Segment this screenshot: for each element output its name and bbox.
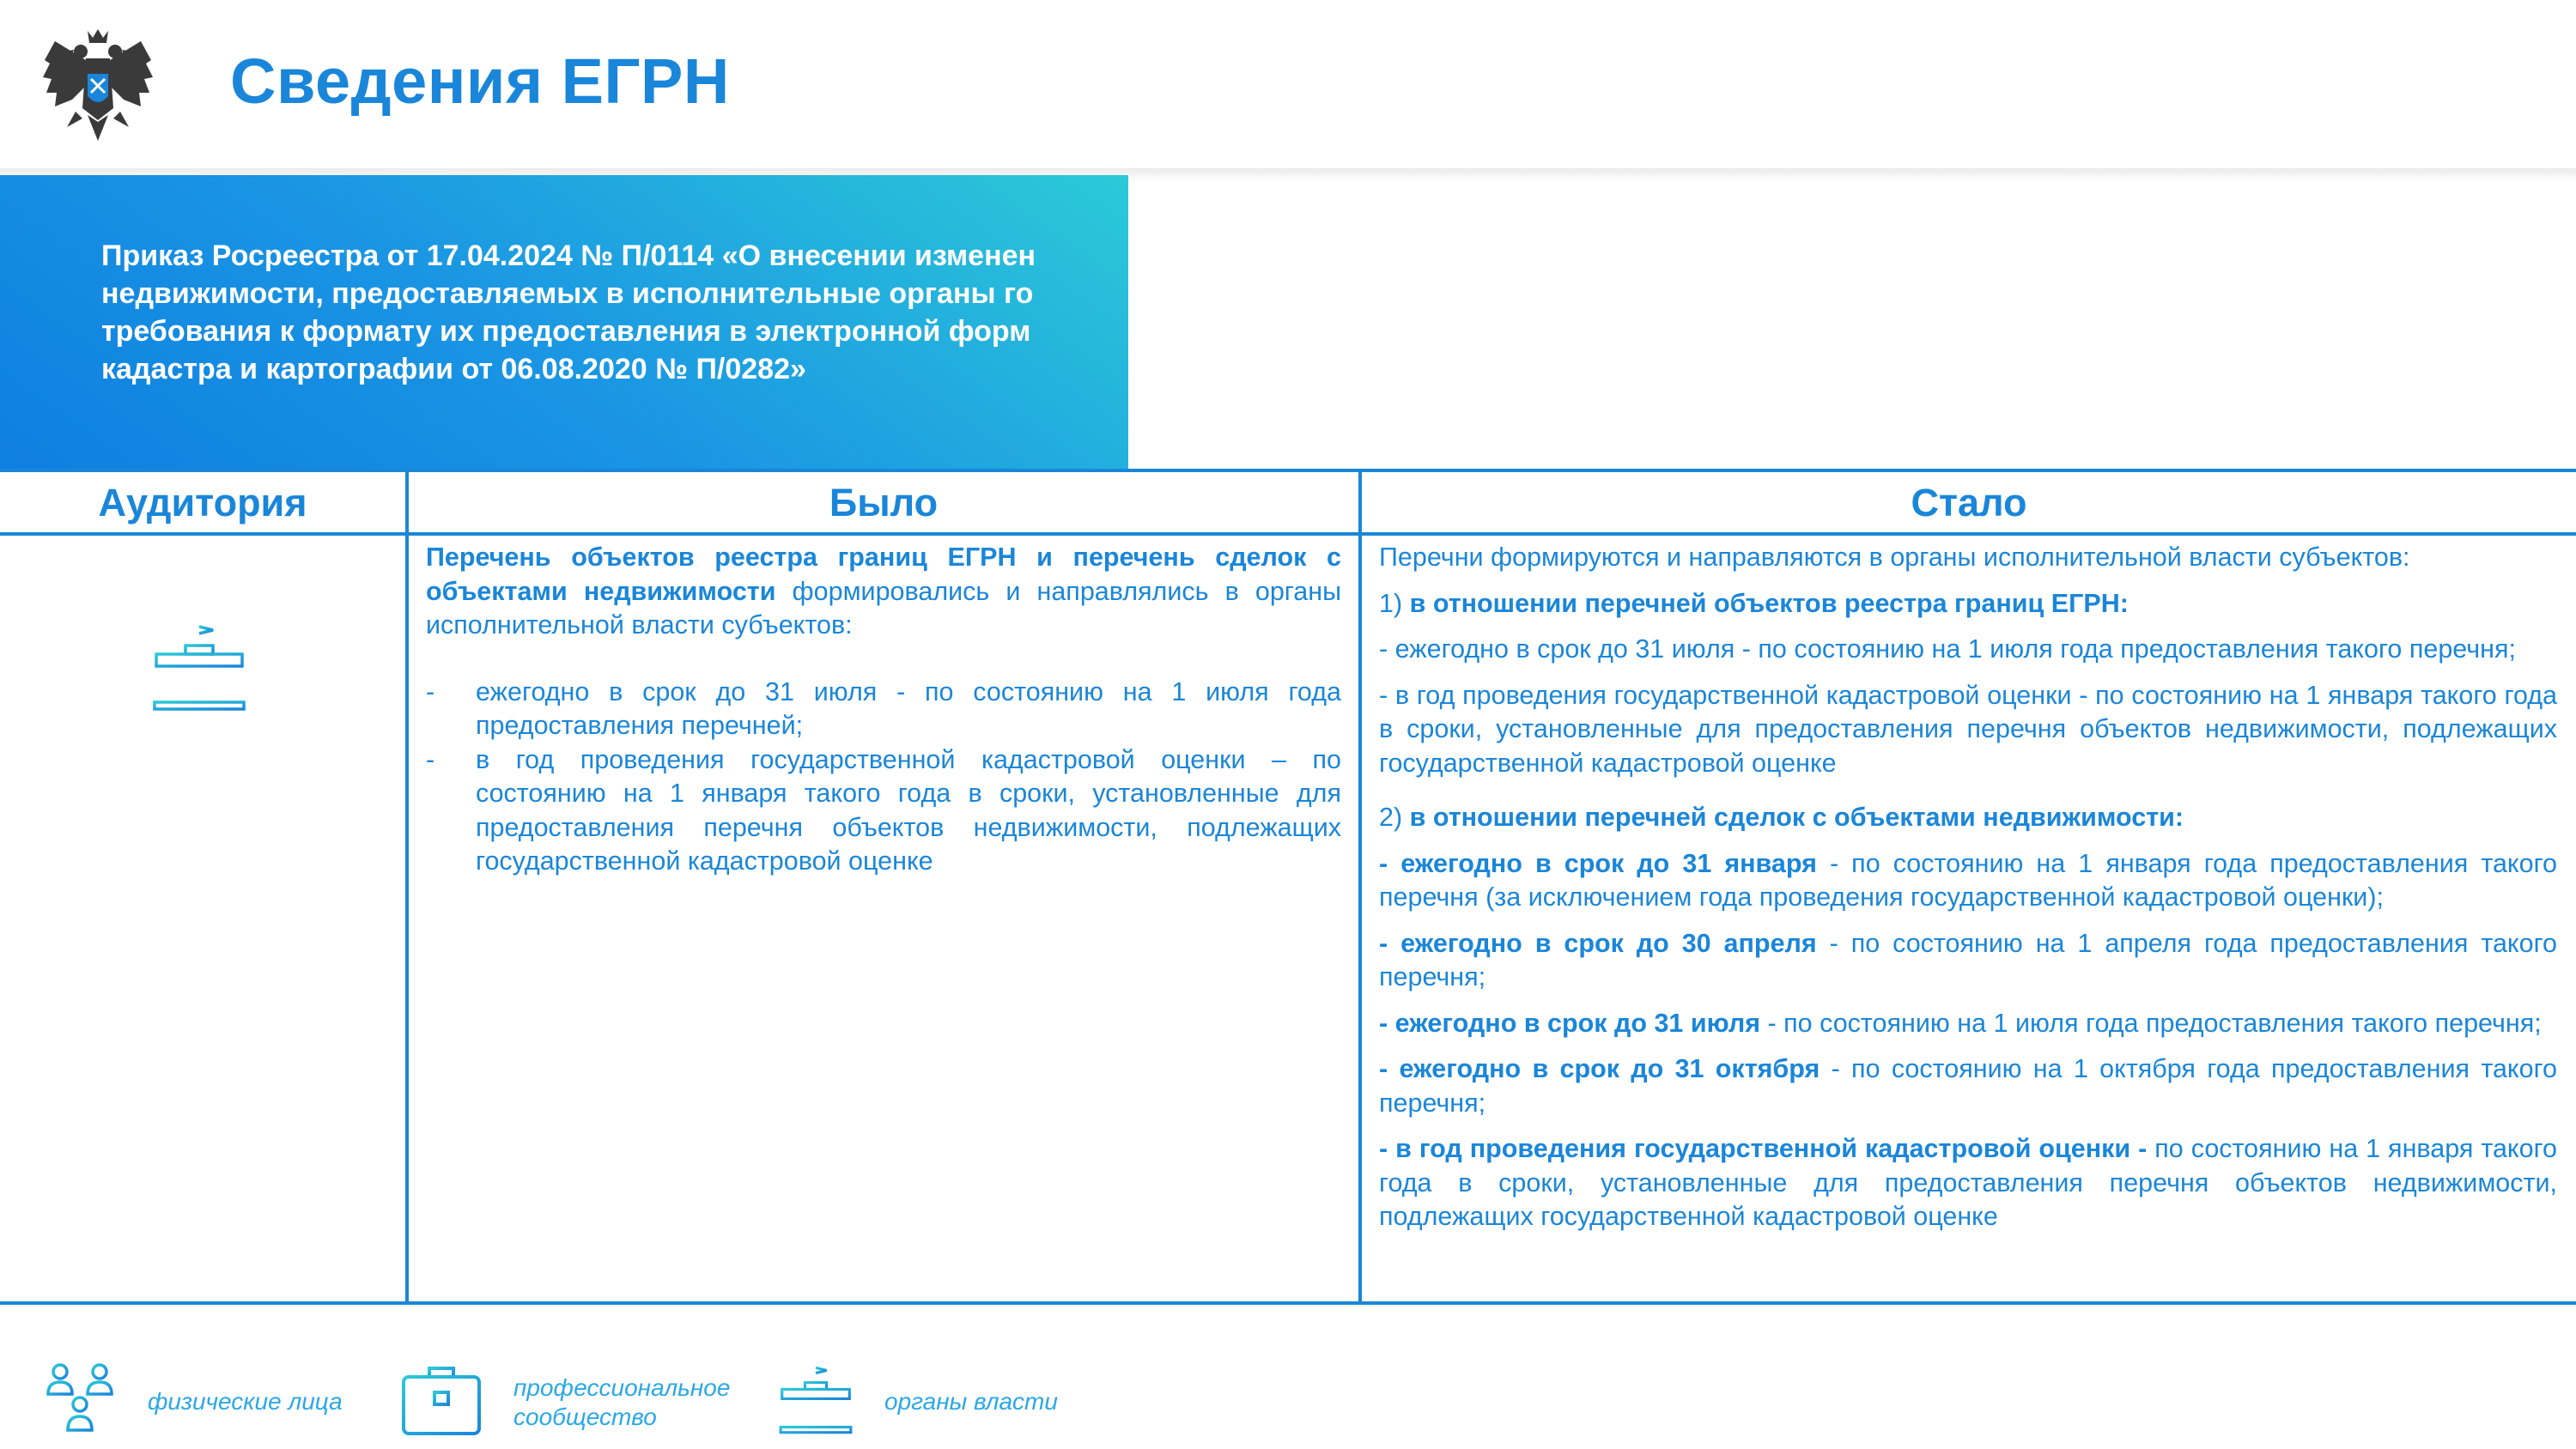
order-banner	[0, 175, 1128, 469]
dash-marker: -	[426, 744, 435, 774]
after-section-2-title	[1379, 801, 2557, 835]
legend-label-authorities: органы власти	[884, 1388, 1058, 1415]
government-building-icon	[778, 1363, 854, 1437]
legend-label-individuals: физические лица	[148, 1388, 343, 1415]
deadline-bold: - ежегодно в срок до 31 июля	[1379, 1008, 1761, 1038]
list-item: - ежегодно в срок до 31 июля - по состоянию на 1 июля года предоставления такого перечня;	[1379, 634, 2516, 664]
list-item	[1379, 1132, 2557, 1234]
banner-line: требования к формату их предоставления в электронной форм	[101, 315, 1031, 348]
list-item	[426, 676, 1341, 743]
section-number: 2)	[1379, 803, 1410, 832]
after-cell	[1379, 541, 2557, 1234]
deadline-text: - по состоянию на 1 апреля года предоставления такого перечня;	[1379, 928, 2557, 991]
deadline-text: - по состоянию на 1 октября года предоставления такого перечня;	[1379, 1054, 2557, 1118]
header-before: Было	[829, 481, 939, 524]
section-title: в отношении перечней объектов реестра границ ЕГРН:	[1409, 588, 2129, 618]
legend-professionals	[400, 1365, 483, 1437]
list-item-text: в год проведения государственной кадастровой оценки – по состоянию на 1 января такого года в сроки, установленные для предоставления перечня объектов недвижимости, подлежащих государственной кадастровой оценке	[476, 744, 1341, 876]
legend-authorities	[778, 1363, 854, 1437]
people-icon	[45, 1361, 115, 1435]
legend-individuals	[45, 1361, 115, 1435]
column-divider	[405, 469, 409, 1303]
before-intro-bold: Перечень объектов реестра границ ЕГРН и перечень сделок с объектами недвижимости	[426, 543, 1341, 606]
after-intro: Перечни формируются и направляются в органы исполнительной власти субъектов:	[1379, 543, 2410, 572]
briefcase-icon	[400, 1365, 483, 1437]
column-divider	[1358, 469, 1362, 1303]
legend-label-professionals: профессиональное сообщество	[513, 1374, 731, 1430]
deadline-text: по состоянию на 1 января такого года в сроки, установленные для предоставления перечня объектов недвижимости, подлежащих государственной кадастровой оценке	[1379, 1134, 2557, 1231]
banner-line: Приказ Росреестра от 17.04.2024 № П/0114 «О внесении изменен	[101, 239, 1036, 272]
list-item	[1379, 1052, 2557, 1120]
list-item	[1379, 927, 2557, 995]
comparison-table	[0, 469, 2576, 1305]
deadline-bold: - ежегодно в срок до 31 октября	[1379, 1054, 1820, 1083]
list-item: - в год проведения государственной кадастровой оценки - по состоянию на 1 января такого года в сроки, установленные для предоставления перечня объектов недвижимости, подлежащих государственной кадастровой оценке	[1379, 680, 2557, 778]
list-item-text: ежегодно в срок до 31 июля - по состоянию на 1 июля года предоставления перечней;	[476, 676, 1341, 740]
dash-marker: -	[426, 676, 435, 706]
before-intro	[426, 541, 1341, 643]
section-title: в отношении перечней сделок с объектами недвижимости:	[1409, 803, 2184, 832]
before-cell	[426, 541, 1341, 879]
list-item	[426, 743, 1341, 879]
deadline-text: - по состоянию на 1 июля года предоставления такого перечня;	[1760, 1008, 2542, 1038]
table-header-divider	[0, 532, 2576, 536]
double-headed-eagle-icon	[38, 26, 158, 146]
header-audience: Аудитория	[98, 481, 307, 524]
deadline-bold: - ежегодно в срок до 30 апреля	[1379, 928, 1817, 958]
after-section-1-title	[1379, 587, 2557, 621]
government-building-icon	[151, 623, 247, 712]
list-item	[1379, 847, 2557, 915]
deadline-bold: - ежегодно в срок до 31 января	[1379, 848, 1817, 878]
before-intro-rest: формировались и направлялись в органы исполнительной власти субъектов:	[426, 576, 1341, 640]
list-item	[1379, 1007, 2557, 1041]
header-after: Стало	[1911, 481, 2027, 524]
section-number: 1)	[1379, 588, 1410, 618]
before-list	[426, 676, 1341, 879]
banner-line: недвижимости, предоставляемых в исполнительные органы го	[101, 277, 1034, 310]
table-border-bottom	[0, 1301, 2576, 1305]
page-title: Сведения ЕГРН	[230, 45, 730, 117]
table-border-top	[0, 469, 2576, 472]
banner-line: кадастра и картографии от 06.08.2020 № П/0282»	[101, 353, 806, 385]
deadline-text: - по состоянию на 1 января года предоставления такого перечня (за исключением года проведения государственной кадастровой оценки);	[1379, 848, 2557, 912]
deadline-bold: - в год проведения государственной кадастровой оценки -	[1379, 1134, 2148, 1163]
banner-text	[101, 237, 1128, 388]
